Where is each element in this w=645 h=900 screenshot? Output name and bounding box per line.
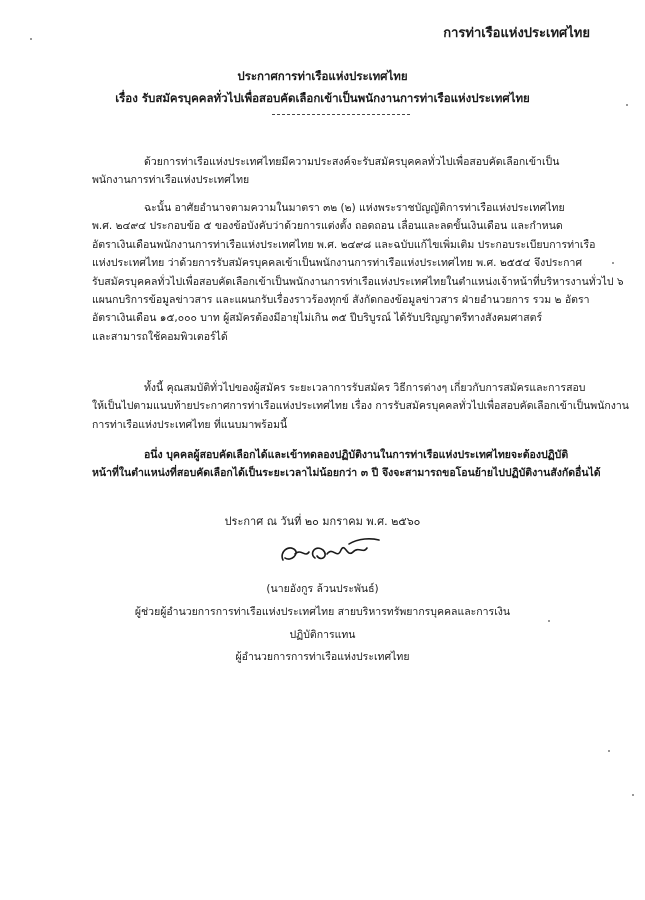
signatory-acting-for: ผู้อำนวยการการท่าเรือแห่งประเทศไทย (235, 651, 410, 663)
title-divider (272, 114, 410, 115)
announcement-title: ประกาศการท่าเรือแห่งประเทศไทย (237, 69, 408, 83)
handwritten-signature (275, 532, 385, 572)
paragraph-1-line: พนักงานการท่าเรือแห่งประเทศไทย (92, 174, 250, 187)
scan-speck (632, 794, 634, 796)
paragraph-2-line: แผนกบริการข้อมูลข่าวสาร และแผนกรับเรื่องราวร้องทุกข์ สังกัดกองข้อมูลข่าวสาร ฝ่ายอำนวยการ รวม ๒ อัตรา (92, 294, 590, 307)
paragraph-2-line: พ.ศ. ๒๔๙๔ ประกอบข้อ ๕ ของข้อบังคับว่าด้วยการแต่งตั้ง ถอดถอน เลื่อนและลดขั้นเงินเดือน และกำหนด (92, 220, 563, 233)
paragraph-4 (92, 446, 600, 483)
paragraph-2-line: ฉะนั้น อาศัยอำนาจตามความในมาตรา ๓๒ (๒) แห่งพระราชบัญญัติการท่าเรือแห่งประเทศไทย (144, 202, 565, 214)
scan-speck (30, 38, 32, 40)
signatory-position: ผู้ช่วยผู้อำนวยการการท่าเรือแห่งประเทศไทย สายบริหารทรัพยากรบุคคลและการเงิน (134, 606, 511, 618)
paragraph-4-line: อนึ่ง บุคคลผู้สอบคัดเลือกได้และเข้าทดลองปฏิบัติงานในการท่าเรือแห่งประเทศไทยจะต้องปฏิบัติ (144, 449, 569, 461)
paragraph-3-line: การท่าเรือแห่งประเทศไทย ที่แนบมาพร้อมนี้ (92, 418, 288, 431)
organization-header: การท่าเรือแห่งประเทศไทย (443, 26, 590, 41)
scan-speck (626, 104, 628, 106)
paragraph-3-line: ให้เป็นไปตามแนบท้ายประกาศการท่าเรือแห่งประเทศไทย เรื่อง การรับสมัครบุคคลทั่วไปเพื่อสอบคัดเลือกเข้าเป็นพนักงาน (92, 400, 629, 413)
paragraph-1-line: ด้วยการท่าเรือแห่งประเทศไทยมีความประสงค์จะรับสมัครบุคคลทั่วไปเพื่อสอบคัดเลือกเข้าเป็น (144, 156, 560, 168)
paragraph-2-line: อัตราเงินเดือน ๑๕,๐๐๐ บาท ผู้สมัครต้องมีอายุไม่เกิน ๓๕ ปีบริบูรณ์ ได้รับปริญญาตรีทางสังคมศาสตร์ (92, 312, 543, 325)
scan-speck (608, 750, 610, 752)
paragraph-3 (92, 379, 629, 434)
announcement-date: ประกาศ ณ วันที่ ๒๐ มกราคม พ.ศ. ๒๕๖๐ (224, 515, 421, 528)
announcement-subject: เรื่อง รับสมัครบุคคลทั่วไปเพื่อสอบคัดเลือกเข้าเป็นพนักงานการท่าเรือแห่งประเทศไทย (115, 91, 530, 105)
signatory-acting-note: ปฏิบัติการแทน (289, 629, 356, 641)
paragraph-4-line: หน้าที่ในตำแหน่งที่สอบคัดเลือกได้เป็นระยะเวลาไม่น้อยกว่า ๓ ปี จึงจะสามารถขอโอนย้ายไปปฏิบัติงานสังกัดอื่นได้ (92, 467, 601, 480)
scan-speck (548, 620, 550, 622)
paragraph-1 (92, 153, 600, 190)
paragraph-2-line: และสามารถใช้คอมพิวเตอร์ได้ (92, 330, 228, 343)
paragraph-2-line: รับสมัครบุคคลทั่วไปเพื่อสอบคัดเลือกเข้าเป็นพนักงานการท่าเรือแห่งประเทศไทยในตำแหน่งเจ้าหน้าที่บริหารงานทั่วไป ๖ (92, 275, 624, 288)
signatory-name: (นายอังกูร ล้วนประพันธ์) (266, 583, 379, 595)
paragraph-3-line: ทั้งนี้ คุณสมบัติทั่วไปของผู้สมัคร ระยะเวลาการรับสมัคร วิธีการต่างๆ เกี่ยวกับการสมัครและการสอบ (144, 382, 586, 394)
scan-speck (612, 262, 614, 264)
paragraph-2-line: อัตราเงินเดือนพนักงานการท่าเรือแห่งประเทศไทย พ.ศ. ๒๔๙๘ และฉบับแก้ไขเพิ่มเติม ประกอบระเบียบการท่าเรือ (92, 238, 596, 251)
paragraph-2-line: แห่งประเทศไทย ว่าด้วยการรับสมัครบุคคลเข้าเป็นพนักงานการท่าเรือแห่งประเทศไทย พ.ศ. ๒๕๕๔ จึงประกาศ (92, 257, 583, 270)
paragraph-2 (92, 199, 624, 346)
